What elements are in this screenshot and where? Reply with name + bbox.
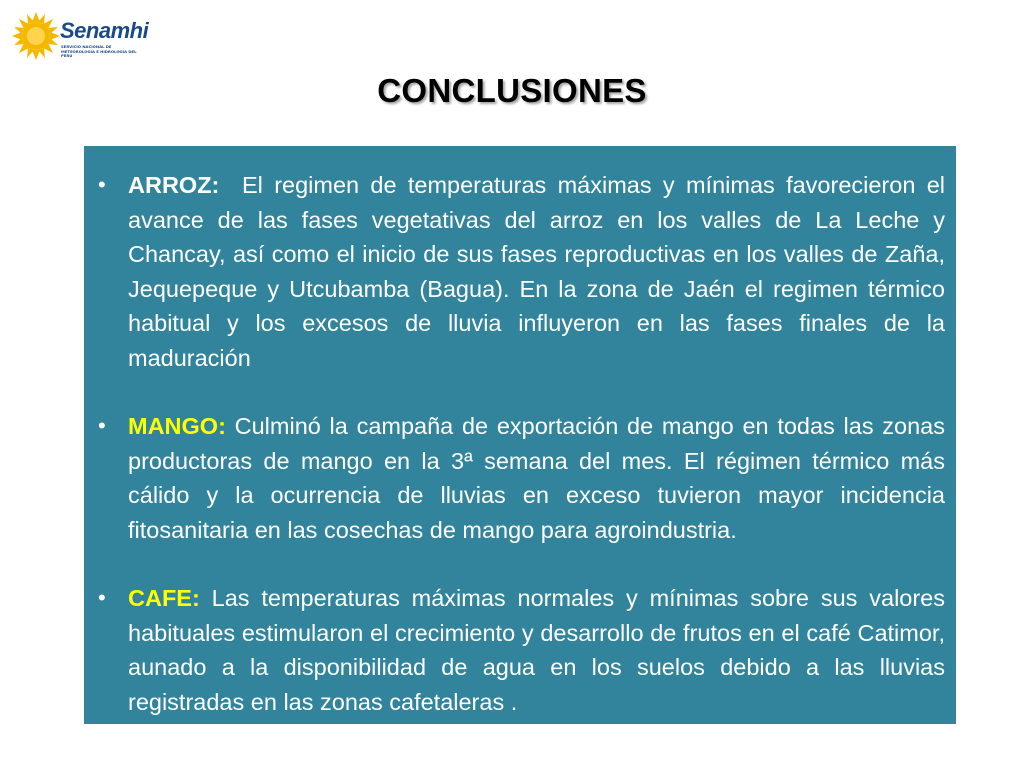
bullet-label-mango: MANGO:	[128, 413, 226, 439]
bullet-text-arroz: El regimen de temperaturas máximas y mínimas favorecieron el avance de las fases vegetativas del arroz en los valles de La Leche y Chancay, así como el inicio de sus fases reproductivas en los valles de Zaña, Jequepeque y Utcubamba (Bagua). En la zona de Jaén el regimen térmico habitual y los excesos de lluvia influyeron en las fases finales de la maduración	[128, 172, 945, 371]
bullet-marker: •	[98, 172, 106, 197]
conclusions-box	[84, 146, 956, 724]
bullet-marker: •	[98, 413, 106, 438]
page-title: CONCLUSIONES	[377, 72, 647, 109]
bullet-marker: •	[98, 585, 106, 610]
bullet-text-cafe: Las temperaturas máximas normales y mínimas sobre sus valores habituales estimularon el crecimiento y desarrollo de frutos en el café Catimor, aunado a la disponibilidad de agua en los suelos debido a las lluvias registradas en las zonas cafetaleras .	[128, 585, 945, 715]
bullet-cafe	[98, 581, 945, 719]
logo-subtitle: SERVICIO NACIONAL DE METEOROLOGIA E HIDROLOGIA DEL PERU	[61, 44, 137, 59]
logo-name: Senamhi	[60, 18, 149, 43]
bullet-label-cafe: CAFE:	[128, 585, 200, 611]
bullet-text-mango: Culminó la campaña de exportación de mango en todas las zonas productoras de mango en la 3ª semana del mes. El régimen térmico más cálido y la ocurrencia de lluvias en exceso tuvieron mayor incidencia fitosanitaria en las cosechas de mango para agroindustria.	[128, 413, 945, 543]
bullet-mango	[98, 409, 945, 547]
bullet-arroz	[98, 168, 945, 375]
bullet-label-arroz: ARROZ:	[128, 172, 220, 198]
senamhi-logo	[10, 8, 150, 64]
